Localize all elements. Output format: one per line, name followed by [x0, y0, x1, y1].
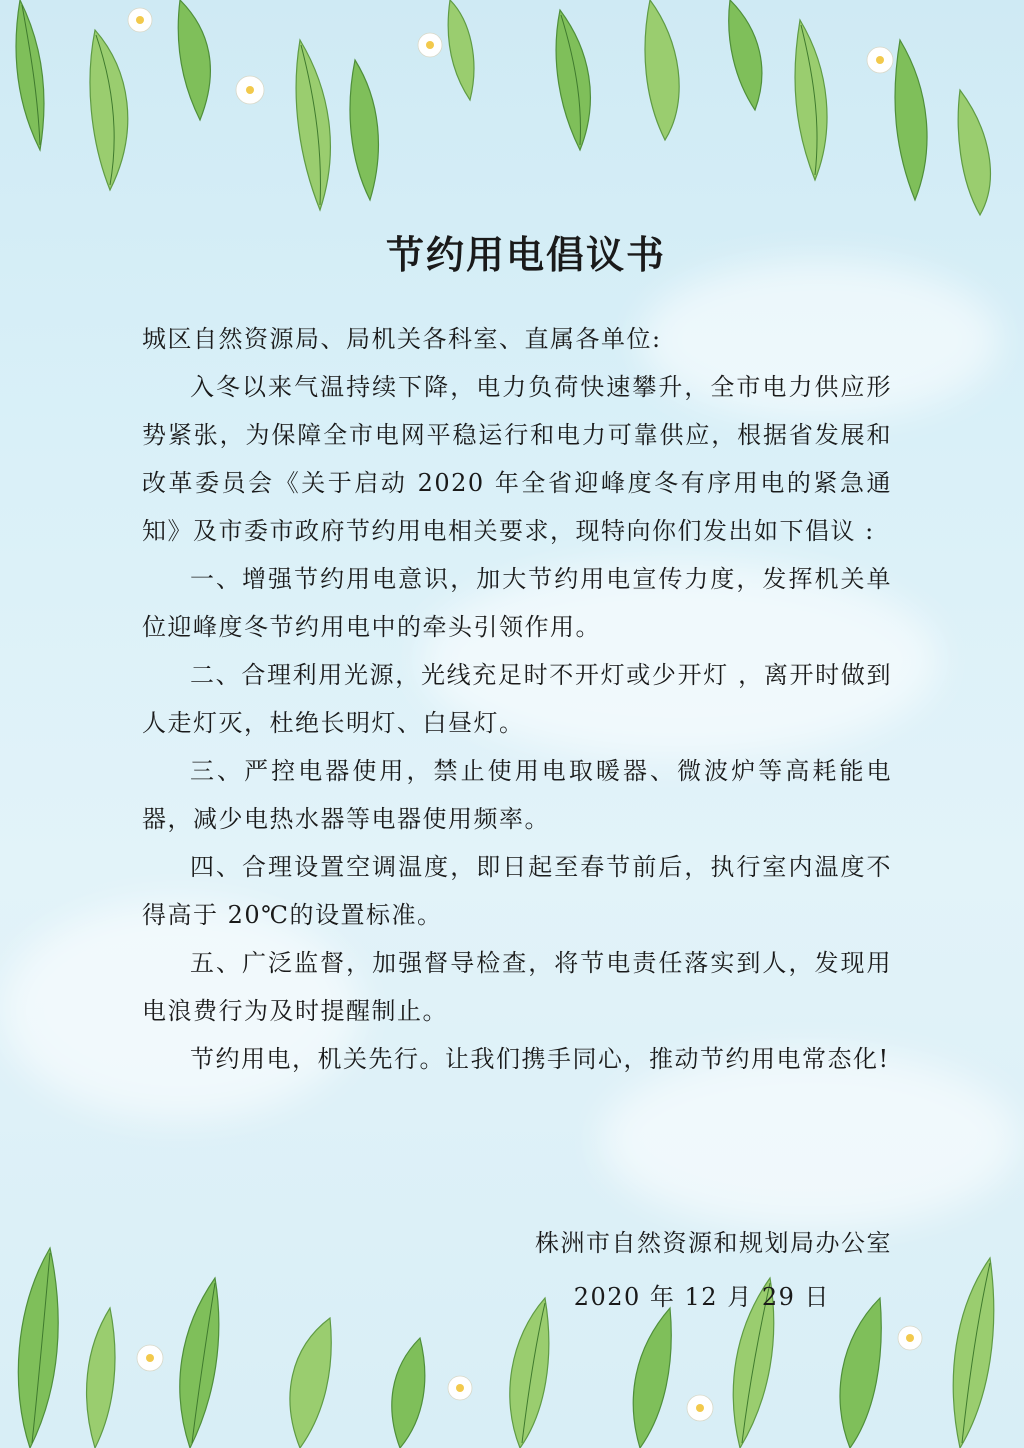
- signature-block: [535, 1216, 892, 1324]
- letter-body: [142, 224, 892, 1083]
- leaf-icon: [90, 30, 128, 190]
- flower-icon: [898, 1326, 922, 1350]
- issue-date: 2020 年 12 月 29 日: [573, 1283, 830, 1311]
- closing-paragraph: 节约用电，机关先行。让我们携手同心，推动节约用电常态化!: [190, 1045, 890, 1073]
- flower-icon: [448, 1376, 472, 1400]
- flower-icon: [236, 76, 264, 104]
- flower-icon: [137, 1345, 163, 1371]
- proposal-item-4: 四、合理设置空调温度，即日起至春节前后，执行室内温度不得高于 20℃的设置标准。: [142, 853, 892, 929]
- leaf-icon: [290, 1318, 331, 1448]
- leaf-icon: [729, 0, 762, 110]
- proposal-item-5: 五、广泛监督，加强督导检查，将节电责任落实到人，发现用电浪费行为及时提醒制止。: [142, 949, 892, 1025]
- leaf-icon: [392, 1338, 425, 1448]
- flower-icon: [418, 33, 442, 57]
- leaf-icon: [16, 0, 44, 150]
- leaf-icon: [556, 10, 590, 150]
- intro-paragraph: 入冬以来气温持续下降，电力负荷快速攀升，全市电力供应形势紧张，为保障全市电网平稳运行和电力可靠供应，根据省发展和改革委员会《关于启动 2020 年全省迎峰度冬有序用电的紧急通知》及市委市政府节约用电相关要求，现特向你们发出如下倡议 :: [142, 373, 892, 545]
- leaf-icon: [795, 20, 827, 180]
- leaf-icon: [296, 40, 330, 210]
- leaf-icon: [645, 0, 679, 140]
- salutation: 城区自然资源局、局机关各科室、直属各单位:: [142, 325, 662, 353]
- leaf-icon: [87, 1308, 115, 1448]
- leaf-icon: [350, 60, 378, 200]
- leaf-icon: [953, 1258, 994, 1448]
- flower-icon: [687, 1395, 713, 1421]
- leaf-icon: [895, 40, 927, 200]
- leaf-icon: [18, 1248, 58, 1448]
- page-title: 节约用电倡议书: [385, 233, 666, 277]
- leaf-icon: [448, 0, 474, 100]
- issuing-organization: 株洲市自然资源和规划局办公室: [535, 1229, 892, 1257]
- flower-icon: [867, 47, 893, 73]
- leaf-icon: [178, 0, 210, 120]
- leaf-icon: [633, 1308, 671, 1448]
- top-foliage-border: [0, 0, 1024, 230]
- proposal-item-1: 一、增强节约用电意识，加大节约用电宣传力度，发挥机关单位迎峰度冬节约用电中的牵头引领作用。: [142, 565, 892, 641]
- leaf-icon: [180, 1278, 219, 1448]
- flower-icon: [128, 8, 152, 32]
- proposal-item-3: 三、严控电器使用，禁止使用电取暖器、微波炉等高耗能电器，减少电热水器等电器使用频率。: [142, 757, 892, 833]
- proposal-item-2: 二、合理利用光源，光线充足时不开灯或少开灯 ，离开时做到人走灯灭，杜绝长明灯、白昼灯。: [142, 661, 892, 737]
- leaf-icon: [958, 90, 990, 215]
